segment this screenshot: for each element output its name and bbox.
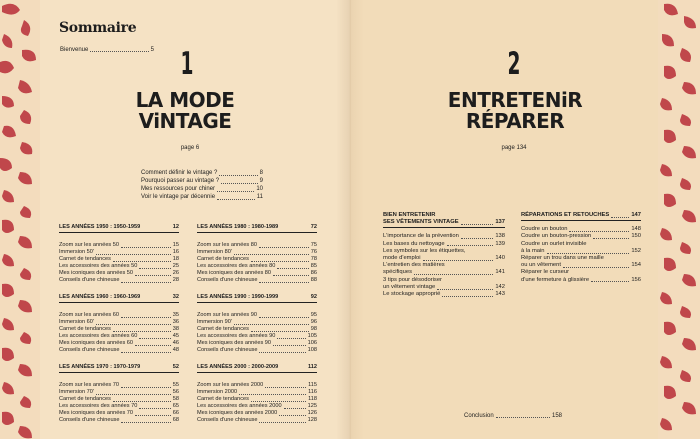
toc-entry-page: 5 <box>150 47 154 53</box>
part-title-line: LA MODE <box>135 88 235 112</box>
toc-entry[interactable] <box>59 312 179 319</box>
toc-entry[interactable] <box>59 256 179 263</box>
toc-entry[interactable] <box>59 417 179 424</box>
toc-entry[interactable] <box>521 262 641 269</box>
toc-entry-label: Les accessoires des années 80 <box>197 263 276 269</box>
toc-entry[interactable] <box>59 347 179 354</box>
dot-leader <box>496 413 550 418</box>
toc-entry-page: 141 <box>495 269 505 276</box>
toc-entry[interactable] <box>383 291 505 298</box>
section-heading[interactable] <box>59 364 179 373</box>
toc-entry-page: 56 <box>172 389 179 395</box>
section-title: SES VÊTEMENTS VINTAGE <box>383 219 459 226</box>
section-page: 52 <box>172 364 179 370</box>
section-title: LES ANNÉES 1990 : 1990-1999 <box>197 294 279 300</box>
dot-leader <box>121 382 171 388</box>
dot-leader <box>563 262 629 268</box>
toc-section-1950s <box>59 224 179 284</box>
toc-entry-page: 75 <box>310 242 317 248</box>
toc-entry[interactable] <box>197 340 317 347</box>
toc-entry[interactable] <box>521 233 641 240</box>
book-gutter <box>336 0 364 439</box>
toc-entry-label: Mes iconiques des années 2000 <box>197 410 278 416</box>
toc-entry[interactable] <box>383 277 505 284</box>
toc-entry-page: 36 <box>172 319 179 325</box>
toc-entry-page: 138 <box>495 233 505 240</box>
dot-leader <box>265 382 306 388</box>
toc-entry-label: Immersion 60' <box>59 319 94 325</box>
part-title-line: RÉPARER <box>465 109 565 133</box>
dot-leader <box>142 224 171 230</box>
toc-entry-page: 26 <box>172 270 179 276</box>
toc-entry-label: Les symboles sur les étiquettes, <box>383 247 466 254</box>
section-heading[interactable] <box>521 212 641 219</box>
section-title: LES ANNÉES 1980 : 1980-1989 <box>197 224 279 230</box>
toc-entry-label: Voir le vintage par décennie <box>141 194 216 200</box>
dot-leader <box>437 284 493 290</box>
section-rule <box>383 227 505 228</box>
toc-entry[interactable] <box>141 193 263 201</box>
toc-entry-page: 140 <box>495 255 505 262</box>
toc-entry-label: Réparer le curseur <box>521 269 570 276</box>
dot-leader <box>217 193 255 200</box>
toc-entry-conclusion[interactable] <box>464 413 562 419</box>
toc-entry-label: Carnet de tendances <box>197 326 249 332</box>
part-number: 1 <box>180 46 194 82</box>
toc-entry-page: 11 <box>256 194 263 200</box>
toc-entry[interactable] <box>383 262 505 269</box>
toc-section-1970s <box>59 364 179 424</box>
toc-entry[interactable] <box>383 241 505 248</box>
toc-entry-label: Conseils d'une chineuse <box>197 277 258 283</box>
dot-leader <box>251 256 309 262</box>
dot-leader <box>135 410 171 416</box>
toc-entry[interactable] <box>59 242 179 249</box>
toc-entry-label: Immersion 70' <box>59 389 94 395</box>
dot-leader <box>121 277 170 283</box>
toc-entry-label: Mes iconiques des années 80 <box>197 270 272 276</box>
section-title: RÉPARATIONS ET RETOUCHES <box>521 212 610 218</box>
toc-entry-label: Mes iconiques des années 90 <box>197 340 272 346</box>
dot-leader <box>142 294 171 300</box>
section-title: LES ANNÉES 1970 : 1970-1979 <box>59 364 141 370</box>
dot-leader <box>139 333 170 339</box>
section-page: 92 <box>310 294 317 300</box>
dot-leader <box>569 226 629 232</box>
toc-entry-label: Immersion 50' <box>59 249 94 255</box>
toc-entry[interactable] <box>521 255 641 262</box>
toc-entry[interactable] <box>521 269 641 276</box>
toc-entry-label: Coudre un ourlet invisible <box>521 240 587 247</box>
section-heading[interactable] <box>59 224 179 233</box>
toc-section-1980s <box>197 224 317 284</box>
toc-entry-label: Les bases du nettoyage <box>383 240 445 247</box>
toc-entry-page: 156 <box>631 276 641 283</box>
toc-entry-label: Immersion 80' <box>197 249 232 255</box>
toc-entry-label: Mes iconiques des années 50 <box>59 270 134 276</box>
toc-entry[interactable] <box>383 233 505 240</box>
dot-leader <box>591 277 629 283</box>
toc-entry-page: 55 <box>172 382 179 388</box>
dot-leader <box>121 312 171 318</box>
toc-entry[interactable] <box>197 326 317 333</box>
section-title: LES ANNÉES 2000 : 2000-2009 <box>197 364 279 370</box>
toc-entry-label: 3 tips pour désodoriser <box>383 276 442 283</box>
toc-entry-page: 154 <box>631 262 641 269</box>
toc-entry[interactable] <box>383 255 505 262</box>
section-title: LES ANNÉES 1950 : 1950-1959 <box>59 224 141 230</box>
dot-leader <box>113 326 171 332</box>
toc-entry[interactable] <box>59 333 179 340</box>
toc-entry-label: Conclusion <box>464 413 494 419</box>
toc-entry-page: 48 <box>172 347 179 353</box>
leopard-print-border-left <box>0 0 40 439</box>
toc-entry[interactable] <box>197 403 317 410</box>
toc-entry-label: Carnet de tendances <box>59 326 111 332</box>
toc-entry-page: 116 <box>308 389 317 395</box>
part-title <box>420 90 610 132</box>
toc-entry-label: Carnet de tendances <box>59 256 111 262</box>
toc-entry-page: 115 <box>308 382 317 388</box>
section-heading[interactable] <box>197 364 317 373</box>
section-heading[interactable] <box>59 294 179 303</box>
toc-entry[interactable] <box>383 248 505 255</box>
toc-entry-page: 45 <box>172 333 179 339</box>
toc-entry-page: 126 <box>307 410 317 416</box>
toc-entry[interactable] <box>59 382 179 389</box>
toc-entry[interactable] <box>197 396 317 403</box>
toc-section-1990s <box>197 294 317 354</box>
intro-list <box>141 169 263 201</box>
section-page: 147 <box>631 212 641 218</box>
dot-leader <box>135 340 171 346</box>
toc-entry[interactable] <box>197 256 317 263</box>
dot-leader <box>259 312 309 318</box>
dot-leader <box>259 417 305 423</box>
dot-leader <box>279 410 305 416</box>
toc-entry-page: 98 <box>310 326 317 332</box>
toc-entry-page: 65 <box>172 403 179 409</box>
toc-section-care <box>383 212 505 298</box>
dot-leader <box>259 347 305 353</box>
toc-entry-page: 38 <box>172 326 179 332</box>
dot-leader <box>113 256 171 262</box>
toc-entry[interactable] <box>197 389 317 396</box>
section-heading[interactable] <box>383 212 505 226</box>
dot-leader <box>90 47 148 52</box>
toc-entry[interactable] <box>141 185 263 193</box>
toc-entry[interactable] <box>197 270 317 277</box>
dot-leader <box>447 241 494 247</box>
toc-entry-label: Zoom sur les années 80 <box>197 242 258 248</box>
toc-entry-page: 58 <box>172 396 179 402</box>
dot-leader <box>239 389 306 395</box>
toc-entry[interactable] <box>59 249 179 256</box>
dot-leader <box>547 248 630 254</box>
toc-entry[interactable] <box>197 249 317 256</box>
section-title: LES ANNÉES 1960 : 1960-1969 <box>59 294 141 300</box>
dot-leader <box>284 403 306 409</box>
dot-leader <box>142 364 171 370</box>
toc-entry-page: 142 <box>495 283 505 290</box>
toc-entry[interactable] <box>197 333 317 340</box>
toc-entry-page: 150 <box>631 233 641 240</box>
dot-leader <box>273 340 306 346</box>
toc-entry[interactable] <box>383 284 505 291</box>
toc-entry-label: Les accessoires des années 70 <box>59 403 138 409</box>
toc-entry[interactable] <box>521 226 641 233</box>
toc-entry[interactable] <box>141 169 263 177</box>
toc-entry-label: Les accessoires des années 50 <box>59 263 138 269</box>
toc-entry[interactable] <box>59 270 179 277</box>
toc-entry-label: Immersion 2000 <box>197 389 238 395</box>
toc-entry-label: ou un vêtement <box>521 262 561 269</box>
dot-leader <box>217 185 254 192</box>
toc-entry[interactable] <box>197 347 317 354</box>
section-title: BIEN ENTRETENIR <box>383 212 436 218</box>
toc-entry[interactable] <box>521 241 641 248</box>
part-title-line: ViNTAGE <box>138 109 232 133</box>
toc-section-2000s <box>197 364 317 424</box>
toc-entry-page: 78 <box>310 256 317 262</box>
dot-leader <box>121 242 171 248</box>
dot-leader <box>280 294 309 300</box>
toc-entry-label: Zoom sur les années 70 <box>59 382 120 388</box>
toc-entry-label: Mes iconiques des années 70 <box>59 410 134 416</box>
section-page: 12 <box>172 224 179 230</box>
toc-entry-page: 139 <box>495 240 505 247</box>
toc-entry-label: Conseils d'une chineuse <box>197 417 258 423</box>
dot-leader <box>139 403 170 409</box>
toc-entry[interactable] <box>197 410 317 417</box>
dot-leader <box>259 242 309 248</box>
dot-leader <box>96 319 171 325</box>
dot-leader <box>121 347 170 353</box>
dot-leader <box>121 417 170 423</box>
toc-entry-label: Zoom sur les années 60 <box>59 312 120 318</box>
toc-entry-label: Carnet de tendances <box>197 256 249 262</box>
section-rule <box>521 220 641 221</box>
toc-entry[interactable] <box>197 382 317 389</box>
toc-entry-page: 15 <box>172 242 179 248</box>
dot-leader <box>277 263 308 269</box>
toc-entry-label: Conseils d'une chineuse <box>197 347 258 353</box>
section-page: 137 <box>495 219 505 226</box>
toc-entry-page: 8 <box>259 170 263 176</box>
dot-leader <box>461 219 494 225</box>
toc-entry[interactable] <box>383 269 505 276</box>
toc-entry[interactable] <box>59 396 179 403</box>
toc-entry-page: 28 <box>172 277 179 283</box>
toc-entry-label: Zoom sur les années 50 <box>59 242 120 248</box>
toc-entry-page: 152 <box>631 247 641 254</box>
toc-entry[interactable] <box>197 417 317 424</box>
dot-leader <box>139 263 170 269</box>
section-page: 72 <box>310 224 317 230</box>
toc-entry[interactable] <box>59 340 179 347</box>
toc-entry-page: 105 <box>307 333 317 339</box>
toc-entry-page: 9 <box>259 178 263 184</box>
page-title: Sommaire <box>59 20 137 36</box>
toc-entry-label: Zoom sur les années 2000 <box>197 382 264 388</box>
dot-leader <box>135 270 171 276</box>
part-title <box>110 90 260 132</box>
toc-entry-page: 18 <box>172 256 179 262</box>
toc-entry-page: 76 <box>310 249 317 255</box>
part-page-ref: page 6 <box>180 145 200 151</box>
toc-entry-label: Pourquoi passer au vintage ? <box>141 178 220 184</box>
dot-leader <box>273 270 309 276</box>
toc-entry-label: Conseils d'une chineuse <box>59 277 120 283</box>
toc-entry-label: Carnet de tendances <box>59 396 111 402</box>
toc-entry[interactable] <box>197 312 317 319</box>
toc-entry-page: 128 <box>307 417 317 423</box>
toc-entry[interactable] <box>521 277 641 284</box>
toc-entry-label: L'entretien des matières <box>383 262 445 269</box>
dot-leader <box>234 249 309 255</box>
toc-entry-page: 35 <box>172 312 179 318</box>
dot-leader <box>280 364 306 370</box>
toc-entry[interactable] <box>197 242 317 249</box>
dot-leader <box>280 224 309 230</box>
toc-entry-page: 96 <box>310 319 317 325</box>
toc-entry-page: 148 <box>631 226 641 233</box>
toc-entry-label: Conseils d'une chineuse <box>59 417 120 423</box>
toc-entry[interactable] <box>197 277 317 284</box>
toc-entry-label: Les accessoires des années 2000 <box>197 403 282 409</box>
toc-entry-page: 46 <box>172 340 179 346</box>
toc-entry-label: Réparer un trou dans une maille <box>521 255 604 262</box>
toc-entry-label: Mes ressources pour chiner <box>141 186 216 192</box>
toc-entry-page: 66 <box>172 410 179 416</box>
toc-entry[interactable] <box>197 319 317 326</box>
toc-entry[interactable] <box>59 319 179 326</box>
toc-entry-label: d'une fermeture à glissière <box>521 276 590 283</box>
dot-leader <box>219 169 257 176</box>
toc-entry[interactable] <box>59 410 179 417</box>
toc-entry[interactable] <box>59 389 179 396</box>
dot-leader <box>611 212 629 218</box>
section-page: 32 <box>172 294 179 300</box>
toc-entry-label: mode d'emploi <box>383 255 421 262</box>
dot-leader <box>251 396 306 402</box>
section-heading[interactable] <box>197 294 317 303</box>
toc-entry-label: Zoom sur les années 90 <box>197 312 258 318</box>
dot-leader <box>461 233 493 239</box>
toc-entry-page: 95 <box>310 312 317 318</box>
dot-leader <box>96 249 171 255</box>
part-page-ref: page 134 <box>501 145 527 151</box>
toc-entry-page: 143 <box>495 291 505 298</box>
toc-entry-page: 106 <box>307 340 317 346</box>
section-page: 112 <box>307 364 317 370</box>
toc-entry-label: Conseils d'une chineuse <box>59 347 120 353</box>
toc-entry-page: 85 <box>310 263 317 269</box>
dot-leader <box>593 233 629 239</box>
toc-entry-label: Carnet de tendances <box>197 396 249 402</box>
dot-leader <box>113 396 171 402</box>
toc-entry[interactable] <box>59 277 179 284</box>
toc-entry-label: Mes iconiques des années 60 <box>59 340 134 346</box>
toc-entry[interactable] <box>521 248 641 255</box>
toc-entry-page: 16 <box>172 249 179 255</box>
toc-entry-page: 118 <box>308 396 317 402</box>
dot-leader <box>96 389 171 395</box>
dot-leader <box>442 291 493 297</box>
toc-entry-label: Coudre un bouton-pression <box>521 233 592 240</box>
toc-entry-label: Les accessoires des années 60 <box>59 333 138 339</box>
leopard-print-border-right <box>658 0 700 439</box>
part-number: 2 <box>507 46 521 82</box>
toc-entry-label: Bienvenue <box>60 47 89 53</box>
dot-leader <box>234 319 309 325</box>
toc-entry-page: 125 <box>307 403 317 409</box>
dot-leader <box>251 326 309 332</box>
dot-leader <box>259 277 308 283</box>
toc-entry-page: 158 <box>551 413 562 419</box>
dot-leader <box>414 269 493 275</box>
toc-entry-page: 68 <box>172 417 179 423</box>
toc-entry-label: Comment définir le vintage ? <box>141 170 218 176</box>
toc-entry[interactable] <box>141 177 263 185</box>
toc-entry[interactable] <box>59 326 179 333</box>
toc-entry-page: 25 <box>172 263 179 269</box>
toc-entry-label: Immersion 90' <box>197 319 232 325</box>
toc-entry-label: un vêtement vintage <box>383 283 436 290</box>
toc-entry[interactable] <box>59 263 179 270</box>
toc-entry[interactable] <box>197 263 317 270</box>
toc-entry-label: Les accessoires des années 90 <box>197 333 276 339</box>
dot-leader <box>423 255 494 261</box>
toc-section-1960s <box>59 294 179 354</box>
toc-entry-page: 86 <box>310 270 317 276</box>
toc-entry-welcome[interactable] <box>60 47 154 53</box>
toc-entry-label: L'importance de la prévention <box>383 233 459 240</box>
toc-entry-label: spécifiques <box>383 269 413 276</box>
toc-entry-page: 88 <box>310 277 317 283</box>
toc-entry-label: à la main <box>521 247 545 254</box>
part-title-line: ENTRETENiR <box>447 88 583 112</box>
dot-leader <box>277 333 305 339</box>
toc-entry[interactable] <box>59 403 179 410</box>
dot-leader <box>221 177 258 184</box>
toc-entry-page: 10 <box>256 186 263 192</box>
toc-section-repairs <box>521 212 641 284</box>
toc-entry-label: Coudre un bouton <box>521 226 568 233</box>
toc-entry-page: 108 <box>307 347 317 353</box>
toc-entry-label: Le stockage approprié <box>383 291 441 298</box>
section-heading[interactable] <box>197 224 317 233</box>
